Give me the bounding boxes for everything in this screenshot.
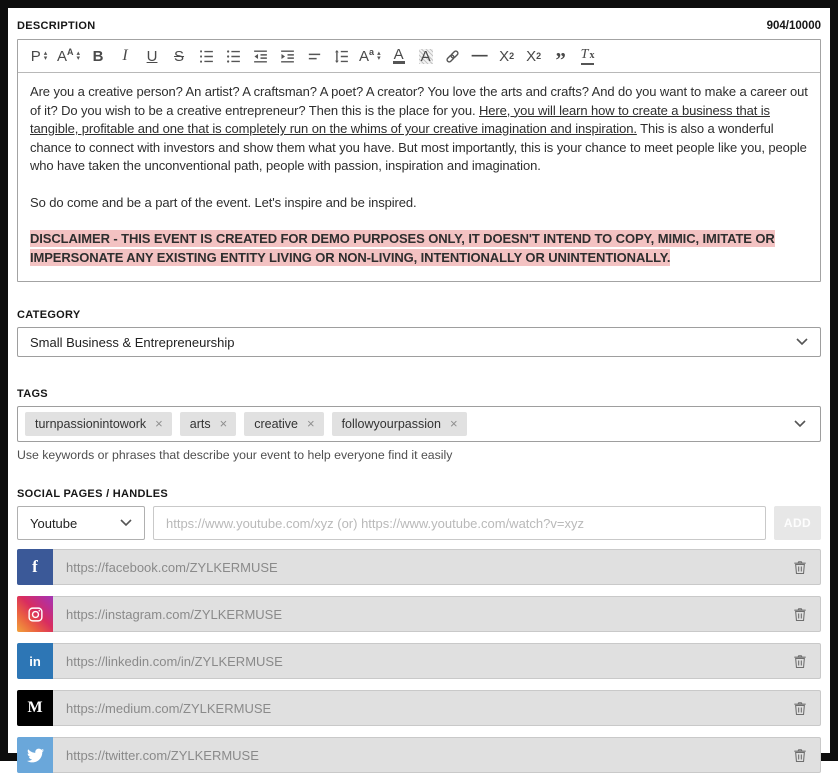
linkedin-url: https://linkedin.com/in/ZYLKERMUSE [66,653,283,669]
medium-icon: M [17,690,53,726]
insert-link-button[interactable] [444,43,462,69]
tag-chip-label: arts [189,417,211,431]
event-form-page [8,8,830,773]
link-icon [444,48,461,65]
description-disclaimer [30,230,808,267]
linkedin-url-field[interactable] [53,643,821,679]
social-label: SOCIAL PAGES / HANDLES [17,488,169,500]
remove-tag-icon[interactable]: × [219,416,228,431]
superscript-button[interactable]: X 2 [525,43,543,69]
description-editor [17,39,821,282]
instagram-url-field[interactable] [53,596,821,632]
delete-linkedin-button[interactable] [790,651,810,672]
updown-icon: ▴ ▾ [377,50,381,62]
facebook-url-field[interactable] [53,549,821,585]
tag-chip [244,412,323,436]
add-social-button[interactable]: ADD [774,506,821,540]
paragraph-format-dropdown[interactable] [30,43,48,69]
align-button[interactable] [305,43,323,69]
trash-icon [792,606,808,623]
font-color-button[interactable] [390,43,408,69]
chevron-down-icon[interactable] [794,420,806,428]
paragraph-glyph: P [30,47,41,65]
bullet-list-button[interactable] [224,43,242,69]
clear-formatting-glyph: Tx [581,47,595,65]
underline-button[interactable]: U [143,43,161,69]
font-size-dropdown[interactable] [57,43,80,69]
remove-tag-icon[interactable]: × [306,416,315,431]
linkedin-icon: in [17,643,53,679]
twitter-url-field[interactable] [53,737,821,773]
trash-icon [792,700,808,717]
tag-chip [25,412,172,436]
remove-tag-icon[interactable]: × [155,416,163,431]
char-counter: 904/10000 [766,20,821,32]
medium-url-field[interactable] [53,690,821,726]
remove-tag-icon[interactable]: × [449,416,458,431]
font-size-glyph: $A^A$ [57,47,74,65]
description-label: DESCRIPTION [17,20,96,32]
social-row-twitter [17,737,821,773]
horizontal-rule-button[interactable]: — [471,43,489,69]
tag-chip-label: followyourpassion [341,417,441,431]
social-add-row [17,506,821,540]
text-case-glyph: $A^a$ [359,47,375,65]
line-spacing-icon [333,48,350,65]
outdent-button[interactable] [251,43,269,69]
indent-icon [279,48,296,65]
superscript-glyph: X [526,47,537,65]
description-paragraph-2: So do come and be a part of the event. Let's inspire and be inspired. [30,194,417,210]
subscript-button[interactable]: X 2 [498,43,516,69]
instagram-url: https://instagram.com/ZYLKERMUSE [66,606,283,622]
tags-helper-text: Use keywords or phrases that describe your event to help everyone find it easily [17,448,453,462]
facebook-url: https://facebook.com/ZYLKERMUSE [66,559,278,575]
social-url-input[interactable]: https://www.youtube.com/xyz (or) https://www.youtube.com/watch?v=xyz [153,506,766,540]
description-textarea[interactable] [18,73,820,281]
twitter-url: https://twitter.com/ZYLKERMUSE [66,747,259,763]
trash-icon [792,559,808,576]
category-value: Small Business & Entrepreneurship [30,334,235,350]
network-select[interactable] [17,506,145,540]
subscript-glyph: X [499,47,510,65]
social-row-medium [17,690,821,726]
medium-url: https://medium.com/ZYLKERMUSE [66,700,272,716]
indent-button[interactable] [278,43,296,69]
delete-instagram-button[interactable] [790,604,810,625]
delete-twitter-button[interactable] [790,745,810,766]
chevron-down-icon [796,338,808,346]
highlight-color-button[interactable] [417,43,435,69]
ordered-list-button[interactable] [197,43,215,69]
ordered-list-icon [198,48,215,65]
instagram-icon [17,596,53,632]
blockquote-button[interactable]: ” [552,43,570,69]
highlighted-text: DISCLAIMER - THIS EVENT IS CREATED FOR DEMO PURPOSES ONLY, IT DOESN'T INTEND TO COPY, MIMIC, IMITATE OR IMPERSONATE ANY EXISTING ENTITY LIVING OR NON-LIVING, INTENTIONALLY OR UNINTENTIONALLY. [30,231,775,265]
tags-input[interactable] [17,406,821,442]
text-case-dropdown[interactable] [359,43,381,69]
tag-chip-label: creative [254,417,298,431]
tag-chip [180,412,236,436]
bullet-list-icon [225,48,242,65]
delete-medium-button[interactable] [790,698,810,719]
description-header [17,20,821,32]
updown-icon: ▴ ▾ [43,50,48,62]
tag-chip-label: turnpassionintowork [35,417,147,431]
editor-toolbar [18,40,820,73]
tag-chip [332,412,467,436]
facebook-icon: f [17,549,53,585]
chevron-down-icon [120,519,132,527]
font-color-glyph: A [393,46,404,63]
updown-icon: ▴ ▾ [76,50,81,62]
underlined-text: Here, you will learn how to create a business that is tangible, profitable and one that is completely run on the whims of your creative imagination and inspiration. [30,102,770,136]
bold-button[interactable]: B [89,43,107,69]
clear-formatting-button[interactable] [579,43,597,69]
outdent-icon [252,48,269,65]
twitter-icon [17,737,53,773]
highlight-color-glyph: A [420,47,431,65]
delete-facebook-button[interactable] [790,557,810,578]
social-row-linkedin [17,643,821,679]
strikethrough-button[interactable]: S [170,43,188,69]
category-select[interactable] [17,327,821,357]
category-label: CATEGORY [17,309,81,321]
align-icon [306,48,323,65]
social-row-instagram [17,596,821,632]
network-select-value: Youtube [30,515,78,531]
description-paragraph-1: Are you a creative person? An artist? A craftsman? A poet? A creator? You love the arts and crafts? And do you want to make a career out of it? Do you wish to be a creative entrepreneur? Then this is the place for you. Here, you will learn how to create a business that is tangible, profitable and one that is completely run on the whims of your creative imagination and inspiration. This is also a wonderful chance to connect with investors and show them what you have. But most importantly, this is your chance to meet people like you, people who have taken the unconventional path, people with passion, inspiration and imagination. [30,84,808,173]
trash-icon [792,653,808,670]
social-row-facebook [17,549,821,585]
italic-button[interactable]: I [116,43,134,69]
tags-label: TAGS [17,388,48,400]
line-spacing-button[interactable] [332,43,350,69]
